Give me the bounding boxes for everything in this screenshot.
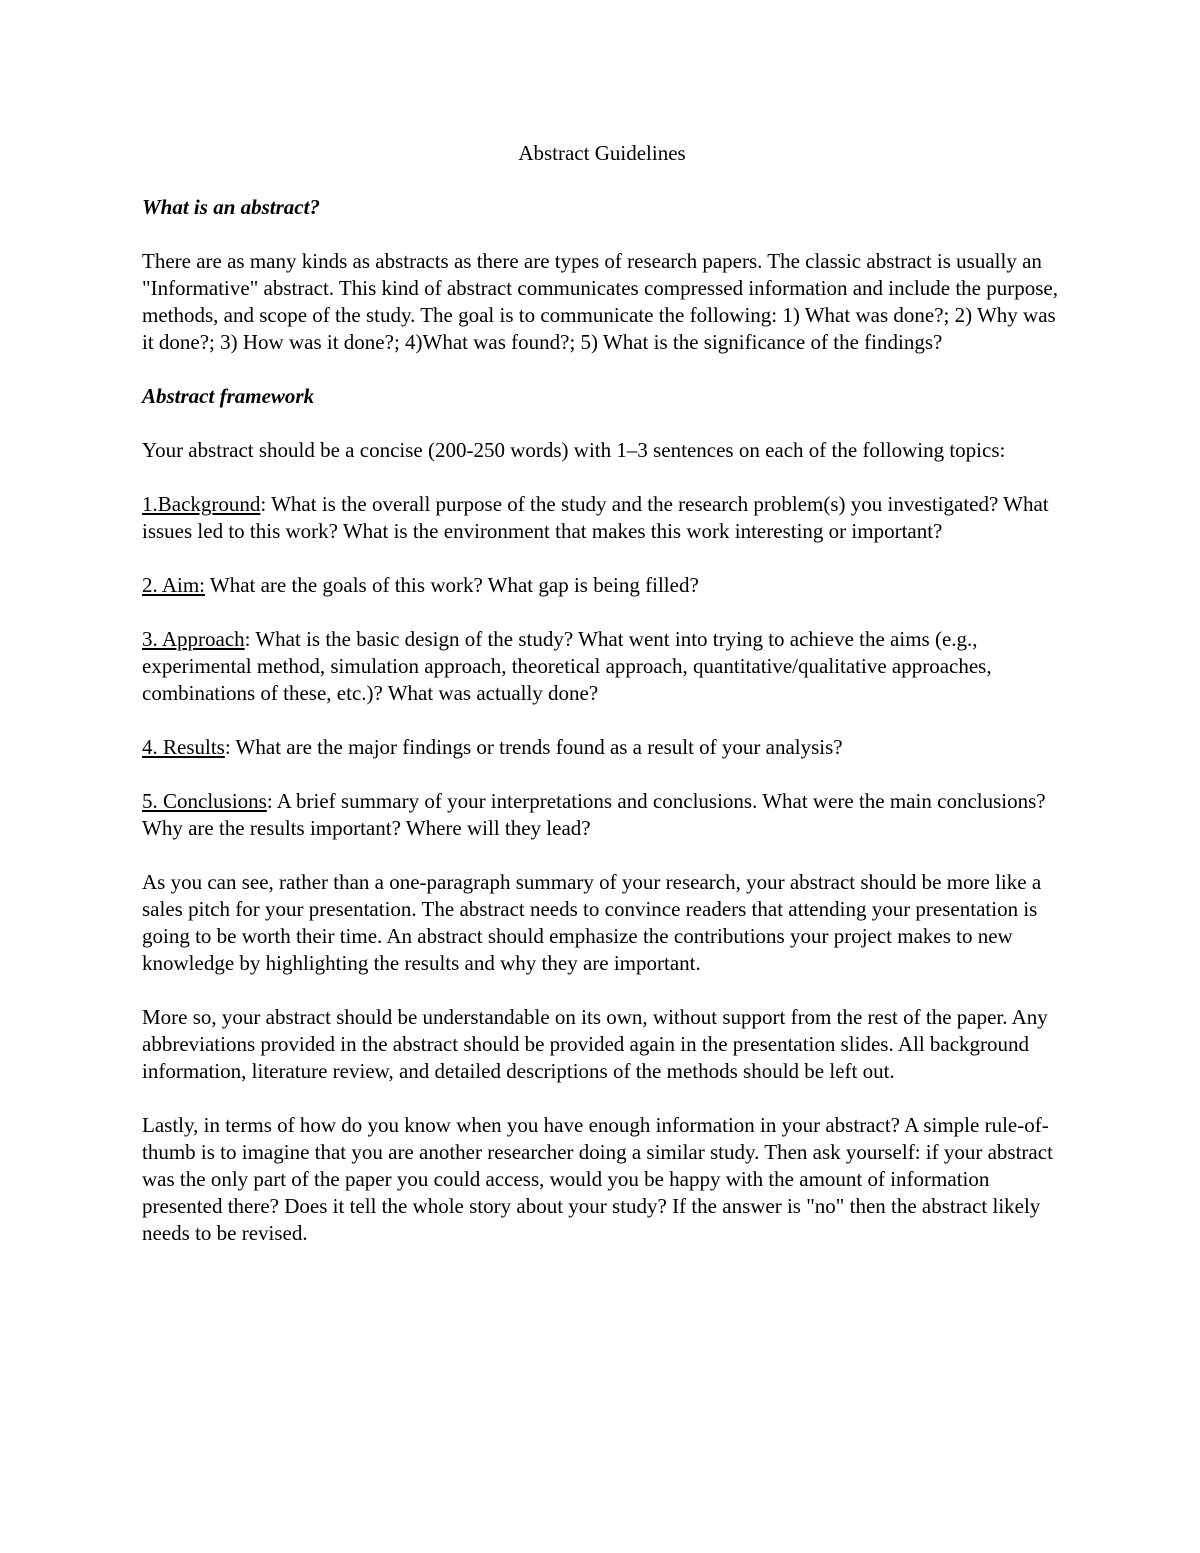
topic-aim <box>142 572 1062 599</box>
topic-label: 2. Aim: <box>142 573 206 597</box>
topic-conclusions <box>142 788 1062 842</box>
topic-text: : A brief summary of your interpretations and conclusions. What were the main conclusions? Why are the results important? Where will they lead? <box>142 789 1046 840</box>
body-paragraph-rule-of-thumb: Lastly, in terms of how do you know when you have enough information in your abstract? A simple rule-of-thumb is to imagine that you are another researcher doing a similar study. Then ask yourself: if your abstract was the only part of the paper you could access, would you be happy with the amount of information presented there? Does it tell the whole story about your study? If the answer is "no" then the abstract likely needs to be revised. <box>142 1113 1053 1245</box>
topic-label: 1.Background <box>142 492 261 516</box>
framework-intro: Your abstract should be a concise (200-250 words) with 1–3 sentences on each of the following topics: <box>142 438 1006 462</box>
body-paragraph-sales-pitch: As you can see, rather than a one-paragraph summary of your research, your abstract should be more like a sales pitch for your presentation. The abstract needs to convince readers that attending your presentation is going to be worth their time. An abstract should emphasize the contributions your project makes to new knowledge by highlighting the results and why they are important. <box>142 870 1042 975</box>
topic-approach <box>142 626 1062 707</box>
topic-label: 3. Approach <box>142 627 245 651</box>
topic-background <box>142 491 1062 545</box>
topic-label: 5. Conclusions <box>142 789 267 813</box>
document-title: Abstract Guidelines <box>518 141 686 165</box>
topic-text: : What is the overall purpose of the study and the research problem(s) you investigated? What issues led to this work? What is the environment that makes this work interesting or important? <box>142 492 1049 543</box>
topic-text: What are the goals of this work? What gap is being filled? <box>205 573 699 597</box>
document-page <box>142 140 1062 1274</box>
section-paragraph-what-is-abstract: There are as many kinds as abstracts as there are types of research papers. The classic abstract is usually an "Informative" abstract. This kind of abstract communicates compressed information and include the purpose, methods, and scope of the study. The goal is to communicate the following: 1) What was done?; 2) Why was it done?; 3) How was it done?; 4)What was found?; 5) What is the significance of the findings? <box>142 249 1058 354</box>
section-heading-what-is-abstract: What is an abstract? <box>142 195 320 219</box>
topic-label: 4. Results <box>142 735 225 759</box>
topic-text: : What is the basic design of the study? What went into trying to achieve the aims (e.g., experimental method, simulation approach, theoretical approach, quantitative/qualitative approaches, combinations of these, etc.)? What was actually done? <box>142 627 992 705</box>
topic-results <box>142 734 1062 761</box>
topic-text: : What are the major findings or trends found as a result of your analysis? <box>224 735 843 759</box>
body-paragraph-standalone: More so, your abstract should be understandable on its own, without support from the rest of the paper. Any abbreviations provided in the abstract should be provided again in the presentation slides. All background information, literature review, and detailed descriptions of the methods should be left out. <box>142 1005 1048 1083</box>
section-heading-abstract-framework: Abstract framework <box>142 384 315 408</box>
